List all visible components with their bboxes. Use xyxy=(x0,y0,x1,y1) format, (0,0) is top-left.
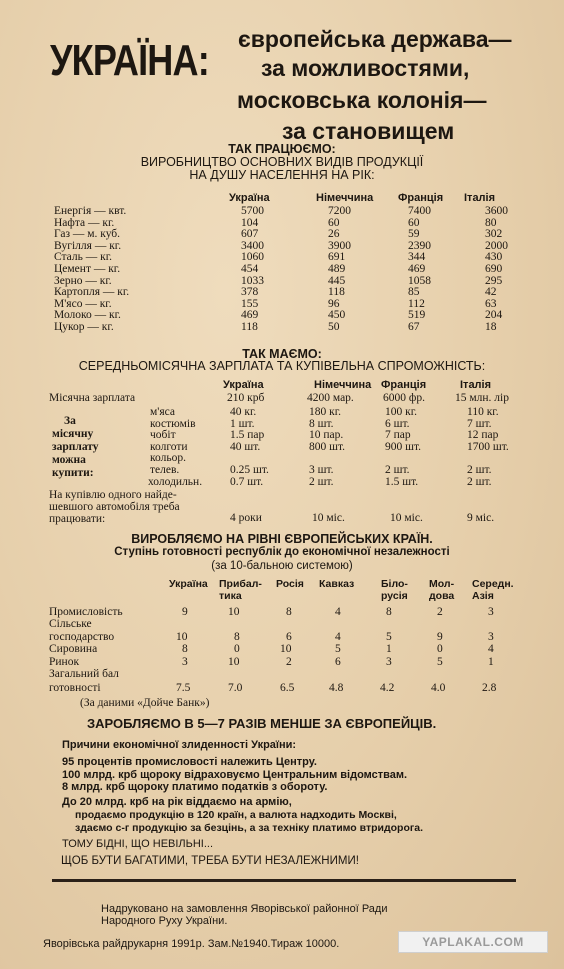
source-note: (За даними «Дойче Банк») xyxy=(80,697,210,709)
table-row xyxy=(54,218,545,230)
readiness-cell: 6.5 xyxy=(280,682,295,694)
table-cell: 5700 xyxy=(241,205,264,217)
goods-value: 40 кг. xyxy=(230,406,257,418)
footer-imprint: Яворівська райдрукарня 1991р. Зам.№1940.Тираж 10000. xyxy=(43,938,340,950)
table-cell: 430 xyxy=(485,251,503,264)
cause-line-4: До 20 млрд. крб на рік віддаємо на армію, xyxy=(62,796,292,808)
goods-value: 12 пар xyxy=(467,429,499,442)
table-row xyxy=(54,206,545,218)
goods-value: 2 шт. xyxy=(309,475,334,488)
row-label: Цемент — кг. xyxy=(54,262,121,275)
table-cell: 2390 xyxy=(408,239,431,252)
table-cell: 344 xyxy=(408,251,426,264)
readiness-cell: 4 xyxy=(335,606,341,618)
goods-label: кольор. xyxy=(150,452,186,465)
goods-value: 2 шт. xyxy=(467,464,492,476)
readiness-cell: 5 xyxy=(335,643,341,656)
salary-label: Місячна зарплата xyxy=(49,392,136,404)
table-cell: 1033 xyxy=(241,274,264,287)
table-cell: 96 xyxy=(328,297,340,310)
goods-value: 2 шт. xyxy=(385,464,410,476)
car-italy: 9 міс. xyxy=(467,512,495,524)
readiness-cell: 6 xyxy=(286,630,292,643)
goods-value: 7 шт. xyxy=(467,417,492,430)
row-label: Енергія — квт. xyxy=(54,205,127,217)
section2-subheading: СЕРЕДНЬОМІСЯЧНА ЗАРПЛАТА ТА КУПІВЕЛЬНА СПРОМОЖНІСТЬ: xyxy=(78,359,486,373)
slogan-line-3: московська колонія— xyxy=(237,87,487,113)
section1-heading: ТАК ПРАЦЮЄМО: xyxy=(228,142,336,156)
goods-value: 110 кг. xyxy=(467,406,499,418)
readiness-column-header: Прибал- xyxy=(219,578,262,590)
table-cell: 450 xyxy=(328,309,346,322)
goods-value: 3 шт. xyxy=(309,464,334,476)
slogan-independence: ЩОБ БУТИ БАГАТИМИ, ТРЕБА БУТИ НЕЗАЛЕЖНИМИ! xyxy=(61,855,359,867)
goods-value: 1.5 шт. xyxy=(385,475,419,488)
table-cell: 26 xyxy=(328,228,340,241)
readiness-cell: 8 xyxy=(286,606,292,618)
readiness-cell: 8 xyxy=(234,630,240,643)
table-cell: 59 xyxy=(408,228,420,241)
table-cell: 7400 xyxy=(408,205,431,217)
row-label: Вугілля — кг. xyxy=(54,239,122,252)
table-cell: 80 xyxy=(485,216,497,229)
readiness-cell: 5 xyxy=(386,630,392,643)
section1-subheading: ВИРОБНИЦТВО ОСНОВНИХ ВИДІВ ПРОДУКЦІЇ xyxy=(140,155,424,169)
car-germany: 10 міс. xyxy=(312,512,345,524)
goods-value: 100 кг. xyxy=(385,406,418,418)
table-cell: 50 xyxy=(328,320,340,333)
side-label-line: купити: xyxy=(52,467,94,479)
slogan-line-1: європейська держава— xyxy=(238,26,512,52)
readiness-row-label: Сировина xyxy=(49,643,98,656)
readiness-cell: 7.0 xyxy=(228,682,243,694)
readiness-cell: 7.5 xyxy=(176,682,191,694)
readiness-cell: 10 xyxy=(176,630,188,643)
table-cell: 118 xyxy=(328,286,345,299)
goods-label: чобіт xyxy=(150,429,176,442)
table-row xyxy=(54,229,545,241)
slogan-line-2: за можливостями, xyxy=(261,55,470,81)
watermark-logo: YAPLAKAL.COM xyxy=(398,931,548,953)
goods-value: 2 шт. xyxy=(467,475,492,488)
table-cell: 7200 xyxy=(328,205,351,217)
readiness-cell: 1 xyxy=(488,655,494,668)
table-cell: 469 xyxy=(408,262,426,275)
salary-italy: 15 млн. лір xyxy=(455,392,509,404)
table-cell: 155 xyxy=(241,297,259,310)
table-cell: 378 xyxy=(241,286,259,299)
readiness-cell: 8 xyxy=(386,606,392,618)
s2-col-ukraine: Україна xyxy=(223,379,264,391)
table-cell: 42 xyxy=(485,286,497,299)
readiness-column-header: Біло- xyxy=(381,578,408,590)
table-cell: 85 xyxy=(408,286,420,299)
side-label-line: зарплату xyxy=(52,441,99,453)
readiness-column-header: тика xyxy=(219,590,242,602)
s2-col-france: Франція xyxy=(381,379,427,391)
readiness-column-header: русія xyxy=(381,590,408,602)
table-row xyxy=(54,299,545,311)
readiness-row-label: готовності xyxy=(49,682,101,694)
readiness-cell: 8 xyxy=(182,643,188,656)
readiness-row-label: господарство xyxy=(49,630,115,643)
cause-line-2: 100 млрд. крб щороку відраховуємо Центральним відомствам. xyxy=(62,769,408,781)
readiness-cell: 4 xyxy=(488,643,494,656)
table-cell: 454 xyxy=(241,262,259,275)
car-label-line: На купівлю одного найде- xyxy=(49,489,177,501)
table-cell: 63 xyxy=(485,297,497,310)
readiness-cell: 3 xyxy=(182,655,188,668)
section4-heading: ЗАРОБЛЯЄМО В 5—7 РАЗІВ МЕНШЕ ЗА ЄВРОПЕЙЦІВ. xyxy=(87,716,437,731)
cause-line-3: 8 млрд. крб щороку платимо податків з обороту. xyxy=(62,781,328,793)
readiness-cell: 2 xyxy=(286,655,292,668)
goods-value: 180 кг. xyxy=(309,406,342,418)
readiness-cell: 3 xyxy=(488,606,494,618)
slogan-line-4: за становищем xyxy=(282,118,455,144)
conclusion-line: ТОМУ БІДНІ, ЩО НЕВІЛЬНІ... xyxy=(62,838,214,850)
table-cell: 519 xyxy=(408,309,426,322)
table-cell: 607 xyxy=(241,228,259,241)
goods-value: 10 пар. xyxy=(309,429,344,442)
goods-value: 1.5 пар xyxy=(230,429,265,442)
goods-value: 1 шт. xyxy=(230,417,255,430)
table-cell: 302 xyxy=(485,228,503,241)
readiness-cell: 0 xyxy=(437,643,443,656)
table-cell: 118 xyxy=(241,320,258,333)
car-label-line: шевшого автомобіля треба xyxy=(49,501,180,513)
readiness-column-header: Кавказ xyxy=(319,578,355,590)
readiness-column-header: дова xyxy=(429,590,455,602)
table-row xyxy=(54,287,545,299)
readiness-row-label: Сільське xyxy=(49,618,92,631)
cause-line-5: продаємо продукцію в 120 країн, а валюта надходить Москві, xyxy=(75,809,397,821)
row-label: Сталь — кг. xyxy=(54,251,113,264)
section3-subheading-2: (за 10-бальною системою) xyxy=(211,560,353,572)
row-label: Картопля — кг. xyxy=(54,286,130,299)
readiness-cell: 0 xyxy=(234,643,240,656)
s1-col-france: Франція xyxy=(398,192,444,204)
s2-col-germany: Німеччина xyxy=(314,379,372,391)
readiness-cell: 10 xyxy=(228,655,240,668)
readiness-cell: 3 xyxy=(488,630,494,643)
side-label-line: За xyxy=(64,415,76,427)
table-cell: 1060 xyxy=(241,251,264,264)
table-row xyxy=(54,310,545,322)
readiness-cell: 9 xyxy=(182,606,188,618)
table-cell: 60 xyxy=(408,216,420,229)
table-cell: 445 xyxy=(328,274,346,287)
row-label: Зерно — кг. xyxy=(54,274,112,287)
readiness-column-header: Мол- xyxy=(429,578,455,590)
goods-value: 1700 шт. xyxy=(467,440,509,453)
table-row xyxy=(54,241,545,253)
readiness-row-label: Загальний бал xyxy=(49,668,119,680)
salary-france: 6000 фр. xyxy=(383,392,425,404)
causes-heading: Причини економічної злиденності України: xyxy=(62,739,297,751)
readiness-column-header: Україна xyxy=(169,578,208,590)
goods-label: холодильн. xyxy=(148,475,203,488)
row-label: Молоко — кг. xyxy=(54,309,121,322)
footer-order-line-2: Народного Руху України. xyxy=(101,915,228,927)
car-label-line: працювати: xyxy=(49,513,106,525)
salary-germany: 4200 мар. xyxy=(307,392,354,404)
s2-col-italy: Італія xyxy=(460,379,492,391)
readiness-cell: 9 xyxy=(437,630,443,643)
side-label-line: місячну xyxy=(52,428,94,440)
readiness-column-header: Росія xyxy=(276,578,304,590)
readiness-cell: 4.2 xyxy=(380,682,395,694)
readiness-cell: 3 xyxy=(386,655,392,668)
section1-subheading-2: НА ДУШУ НАСЕЛЕННЯ НА РІК: xyxy=(189,168,375,182)
cause-line-6: здаємо с-г продукцію за безцінь, а за техніку платимо втридорога. xyxy=(75,822,423,834)
row-label: Газ — м. куб. xyxy=(54,228,121,241)
table-cell: 469 xyxy=(241,309,259,322)
readiness-cell: 4 xyxy=(335,630,341,643)
row-label: М'ясо — кг. xyxy=(54,297,112,310)
readiness-column-header: Середн. xyxy=(472,578,514,590)
table-cell: 690 xyxy=(485,262,503,275)
readiness-row-label: Ринок xyxy=(49,655,80,668)
table-cell: 204 xyxy=(485,309,503,322)
s1-col-germany: Німеччина xyxy=(316,192,374,204)
readiness-cell: 4.8 xyxy=(329,682,344,694)
goods-label: костюмів xyxy=(150,417,196,430)
goods-value: 0.25 шт. xyxy=(230,464,269,476)
goods-value: 800 шт. xyxy=(309,440,346,453)
goods-label: колготи xyxy=(150,440,188,453)
table-cell: 1058 xyxy=(408,274,431,287)
readiness-cell: 5 xyxy=(437,655,443,668)
readiness-cell: 4.0 xyxy=(431,682,446,694)
goods-value: 40 шт. xyxy=(230,440,261,453)
table-cell: 104 xyxy=(241,216,259,229)
table-row xyxy=(54,264,545,276)
table-row xyxy=(54,322,545,334)
main-title: УКРАЇНА: xyxy=(50,36,209,85)
cause-line-1: 95 процентів промисловості належить Центру. xyxy=(62,756,317,768)
goods-value: 900 шт. xyxy=(385,440,422,453)
car-france: 10 міс. xyxy=(390,512,423,524)
table-cell: 60 xyxy=(328,216,340,229)
section3-subheading: Ступінь готовності республік до економічної незалежності xyxy=(114,546,450,558)
footer-order-line-1: Надруковано на замовлення Яворівської районної Ради xyxy=(101,903,388,915)
goods-value: 6 шт. xyxy=(385,417,410,430)
readiness-row-label: Промисловість xyxy=(49,606,123,618)
table-cell: 489 xyxy=(328,262,346,275)
section3-heading: ВИРОБЛЯЄМО НА РІВНІ ЄВРОПЕЙСЬКИХ КРАЇН. xyxy=(131,532,433,546)
table-cell: 3600 xyxy=(485,205,508,217)
goods-value: 0.7 шт. xyxy=(230,475,264,488)
table-cell: 67 xyxy=(408,320,420,333)
table-row xyxy=(54,252,545,264)
table-cell: 2000 xyxy=(485,239,508,252)
footer-divider xyxy=(52,879,516,882)
readiness-cell: 10 xyxy=(228,606,240,618)
table-cell: 295 xyxy=(485,274,503,287)
readiness-cell: 2.8 xyxy=(482,682,497,694)
readiness-column-header: Азія xyxy=(472,590,494,602)
goods-label: телев. xyxy=(150,464,180,476)
table-cell: 18 xyxy=(485,320,497,333)
readiness-cell: 10 xyxy=(280,643,292,656)
salary-ukraine: 210 крб xyxy=(227,392,265,404)
goods-value: 7 пар xyxy=(385,429,411,442)
table-cell: 112 xyxy=(408,297,425,310)
row-label: Нафта — кг. xyxy=(54,216,115,229)
production-table xyxy=(54,206,545,334)
s1-col-italy: Італія xyxy=(464,192,496,204)
section2-heading: ТАК МАЄМО: xyxy=(242,347,322,361)
table-cell: 3900 xyxy=(328,239,351,252)
table-cell: 691 xyxy=(328,251,346,264)
readiness-cell: 1 xyxy=(386,643,392,656)
row-label: Цукор — кг. xyxy=(54,320,114,333)
readiness-cell: 2 xyxy=(437,606,443,618)
readiness-cell: 6 xyxy=(335,655,341,668)
car-ukraine: 4 роки xyxy=(230,512,262,524)
s1-col-ukraine: Україна xyxy=(229,192,270,204)
table-cell: 3400 xyxy=(241,239,264,252)
goods-value: 8 шт. xyxy=(309,417,334,430)
goods-label: м'яса xyxy=(150,406,175,418)
side-label-line: можна xyxy=(52,454,86,466)
